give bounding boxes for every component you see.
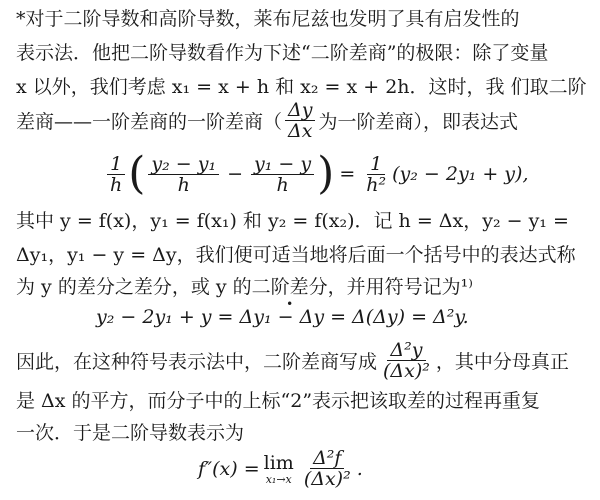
- one-over-h-squared-den: h²: [366, 173, 387, 196]
- paragraph3-line1-text-a: 因此，在这种符号表示法中，二阶差商写成: [16, 351, 378, 373]
- second-quotient-den: h: [276, 173, 289, 196]
- one-over-h: [107, 154, 125, 195]
- second-derivative-den: (Δx)²: [303, 468, 351, 490]
- first-quotient: [148, 154, 219, 195]
- second-difference-num: Δ²y: [387, 340, 425, 361]
- fraction-numerator: Δy: [285, 100, 315, 121]
- second-difference-formula: y₂ − 2y₁ + y = Δy₁ − Δy = Δ(Δy) = Δ²y.: [96, 306, 469, 328]
- paragraph2-line3: [16, 272, 473, 299]
- paragraph1-line4-text-b: 为一阶差商），即表达式: [318, 111, 518, 133]
- second-order-difference-emphasis: 二阶差分: [251, 276, 328, 298]
- formula-period: .: [356, 457, 363, 480]
- paragraph1-line4: [16, 100, 518, 141]
- second-difference-den: (Δx)²: [383, 360, 430, 382]
- left-paren: (: [128, 148, 146, 199]
- second-derivative-limit-formula: [198, 448, 363, 489]
- paragraph3-line2: 是 Δx 的平方，而分子中的上标“2”表示把该取差的过程再重复: [16, 390, 541, 412]
- paragraph2-line1: 其中 y = f(x)，y₁ = f(x₁) 和 y₂ = f(x₂)．记 h = Δx，y₂ − y₁ =: [16, 210, 569, 232]
- paragraph1-line2: 表示法．他把二阶导数看作为下述“二阶差商”的极限：除了变量: [16, 42, 549, 64]
- first-quotient-num: y₂ − y₁: [148, 154, 219, 175]
- paragraph1-line3: x 以外，我们考虑 x₁ = x + h 和 x₂ = x + 2h．这时，我 们取二阶: [16, 76, 587, 98]
- delta-y-over-delta-x-fraction: [285, 100, 315, 141]
- one-over-h-den: h: [110, 173, 123, 196]
- lim-subscript: x₁→x: [265, 472, 292, 486]
- right-paren: ): [317, 148, 335, 199]
- second-difference-quotient-formula: [104, 148, 529, 199]
- paragraph2-line3-text-b: ，并用符号记为¹⁾: [327, 276, 473, 298]
- paragraph3-line1-text-b: ，其中分母真正: [435, 351, 569, 373]
- rhs-tail: (y₂ − 2y₁ + y),: [392, 163, 529, 185]
- first-quotient-den: h: [177, 173, 190, 196]
- lim-text: lim: [263, 451, 294, 474]
- paragraph2-line2: Δy₁，y₁ − y = Δy，我们便可适当地将后面一个括号中的表达式称: [16, 244, 576, 266]
- second-quotient: [251, 154, 314, 195]
- minus-sign: −: [227, 163, 244, 185]
- second-quotient-num: y₁ − y: [251, 154, 314, 175]
- second-difference-quotient-fraction: [380, 340, 433, 381]
- one-over-h-num: 1: [107, 154, 125, 175]
- one-over-h-squared-num: 1: [367, 154, 385, 175]
- paragraph1-line4-text-a: 差商——一阶差商的一阶差商（: [16, 111, 283, 133]
- limit-operator: [264, 452, 294, 486]
- second-derivative-fraction: [301, 448, 354, 489]
- f-double-prime-lhs: f″(x) =: [198, 457, 260, 480]
- paragraph3-line3: 一次．于是二阶导数表示为: [16, 422, 245, 444]
- paragraph2-line3-text-a: 为 y 的差分之差分，或 y 的: [16, 276, 252, 298]
- equals-sign: =: [339, 163, 356, 185]
- fraction-denominator: Δx: [288, 120, 313, 142]
- paragraph3-line1: [16, 340, 569, 381]
- one-over-h-squared: [363, 154, 389, 195]
- second-derivative-num: Δ²f: [310, 448, 344, 469]
- paragraph1-line1: *对于二阶导数和高阶导数，莱布尼兹也发明了具有启发性的: [16, 8, 520, 30]
